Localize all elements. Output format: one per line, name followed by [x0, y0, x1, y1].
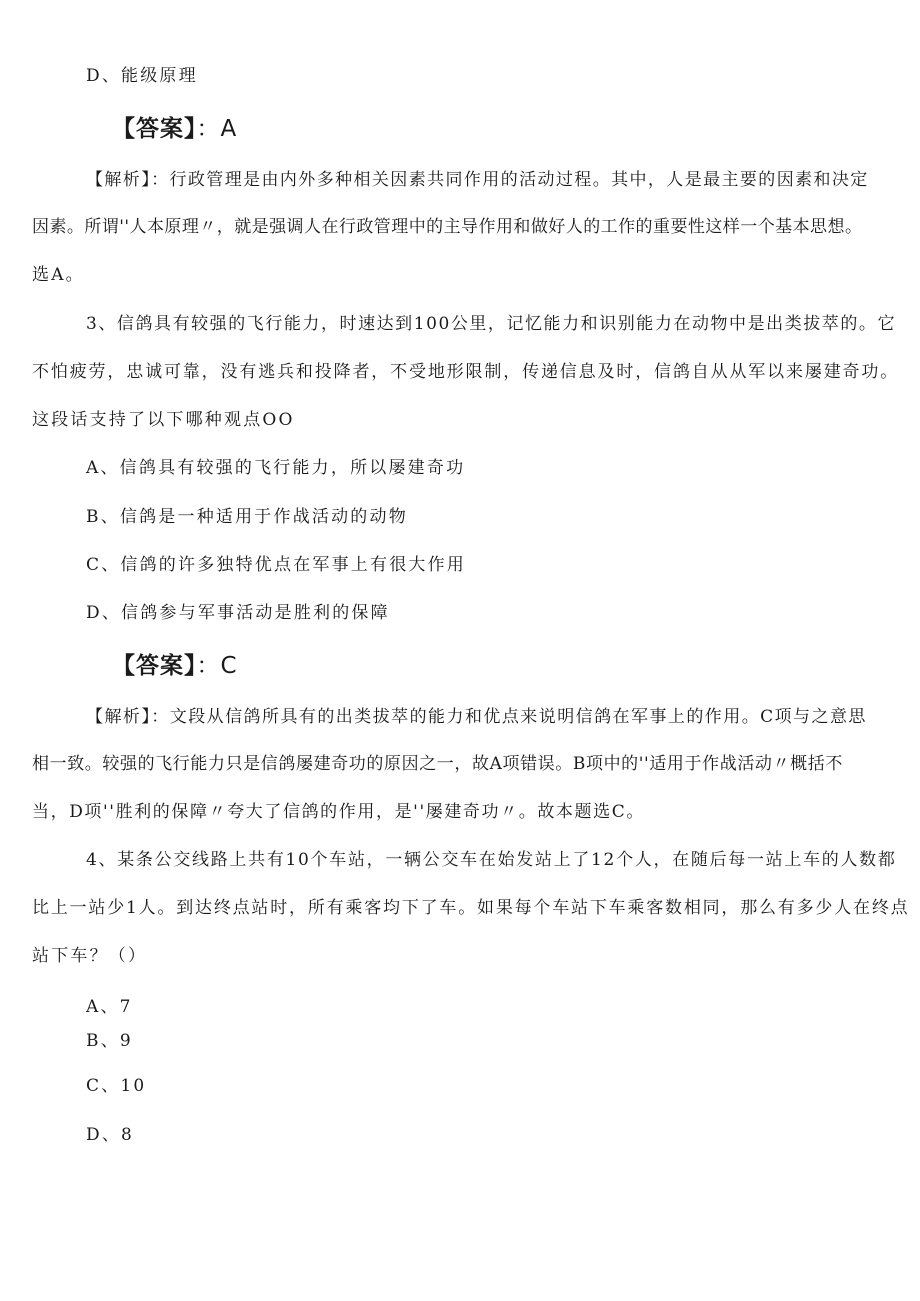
q3-answer-value: ：C — [196, 653, 238, 679]
q4-stem-line-1: 4、某条公交线路上共有10个车站，一辆公交车在始发站上了12个人，在随后每一站上车的人数都 — [86, 850, 897, 870]
q4-option-d: D、8 — [86, 1125, 135, 1145]
q3-analysis-line-1: 【解析】：文段从信鸽所具有的出类拔萃的能力和优点来说明信鸽在军事上的作用。C项与之意思 — [86, 707, 867, 727]
q3-option-a: A、信鸽具有较强的飞行能力，所以屡建奇功 — [86, 458, 466, 478]
q3-option-c: C、信鸽的许多独特优点在军事上有很大作用 — [86, 555, 467, 575]
q2-answer — [112, 114, 237, 144]
q3-answer-label: 【答案】 — [112, 653, 197, 679]
q2-answer-label: 【答案】 — [112, 116, 197, 142]
q4-stem-line-3: 站下车？（） — [32, 946, 148, 966]
q3-stem-line-3: 这段话支持了以下哪种观点OO — [32, 410, 295, 430]
q2-analysis-line-2: 因素。所谓''人本原理〃，就是强调人在行政管理中的主导作用和做好人的工作的重要性这样一个基本思想。 — [32, 217, 863, 237]
q3-stem-line-2: 不怕疲劳，忠诚可靠，没有逃兵和投降者，不受地形限制，传递信息及时，信鸽自从从军以来屡建奇功。 — [32, 362, 900, 382]
q2-answer-value: ：A — [196, 116, 238, 142]
q4-option-b: B、9 — [86, 1031, 133, 1051]
q3-option-b: B、信鸽是一种适用于作战活动的动物 — [86, 507, 408, 527]
q3-analysis-line-2: 相一致。较强的飞行能力只是信鸽屡建奇功的原因之一，故A项错误。B项中的''适用于作战活动〃概括不 — [32, 754, 843, 774]
q4-option-a: A、7 — [86, 997, 133, 1017]
q3-option-d: D、信鸽参与军事活动是胜利的保障 — [86, 603, 390, 623]
q4-stem-line-2: 比上一站少1人。到达终点站时，所有乘客均下了车。如果每个车站下车乘客数相同，那么有多少人在终点 — [32, 898, 910, 918]
q3-answer — [112, 651, 238, 681]
q2-analysis-line-1: 【解析】：行政管理是由内外多种相关因素共同作用的活动过程。其中，人是最主要的因素和决定 — [86, 170, 869, 190]
q4-option-c: C、10 — [86, 1076, 147, 1096]
q3-stem-line-1: 3、信鸽具有较强的飞行能力，时速达到100公里，记忆能力和识别能力在动物中是出类拔萃的。它 — [86, 314, 897, 334]
q3-analysis-line-3: 当，D项''胜利的保障〃夸大了信鸽的作用，是''屡建奇功〃。故本题选C。 — [32, 802, 645, 822]
q2-option-d: D、能级原理 — [86, 66, 198, 86]
q2-analysis-line-3: 选A。 — [32, 265, 85, 285]
